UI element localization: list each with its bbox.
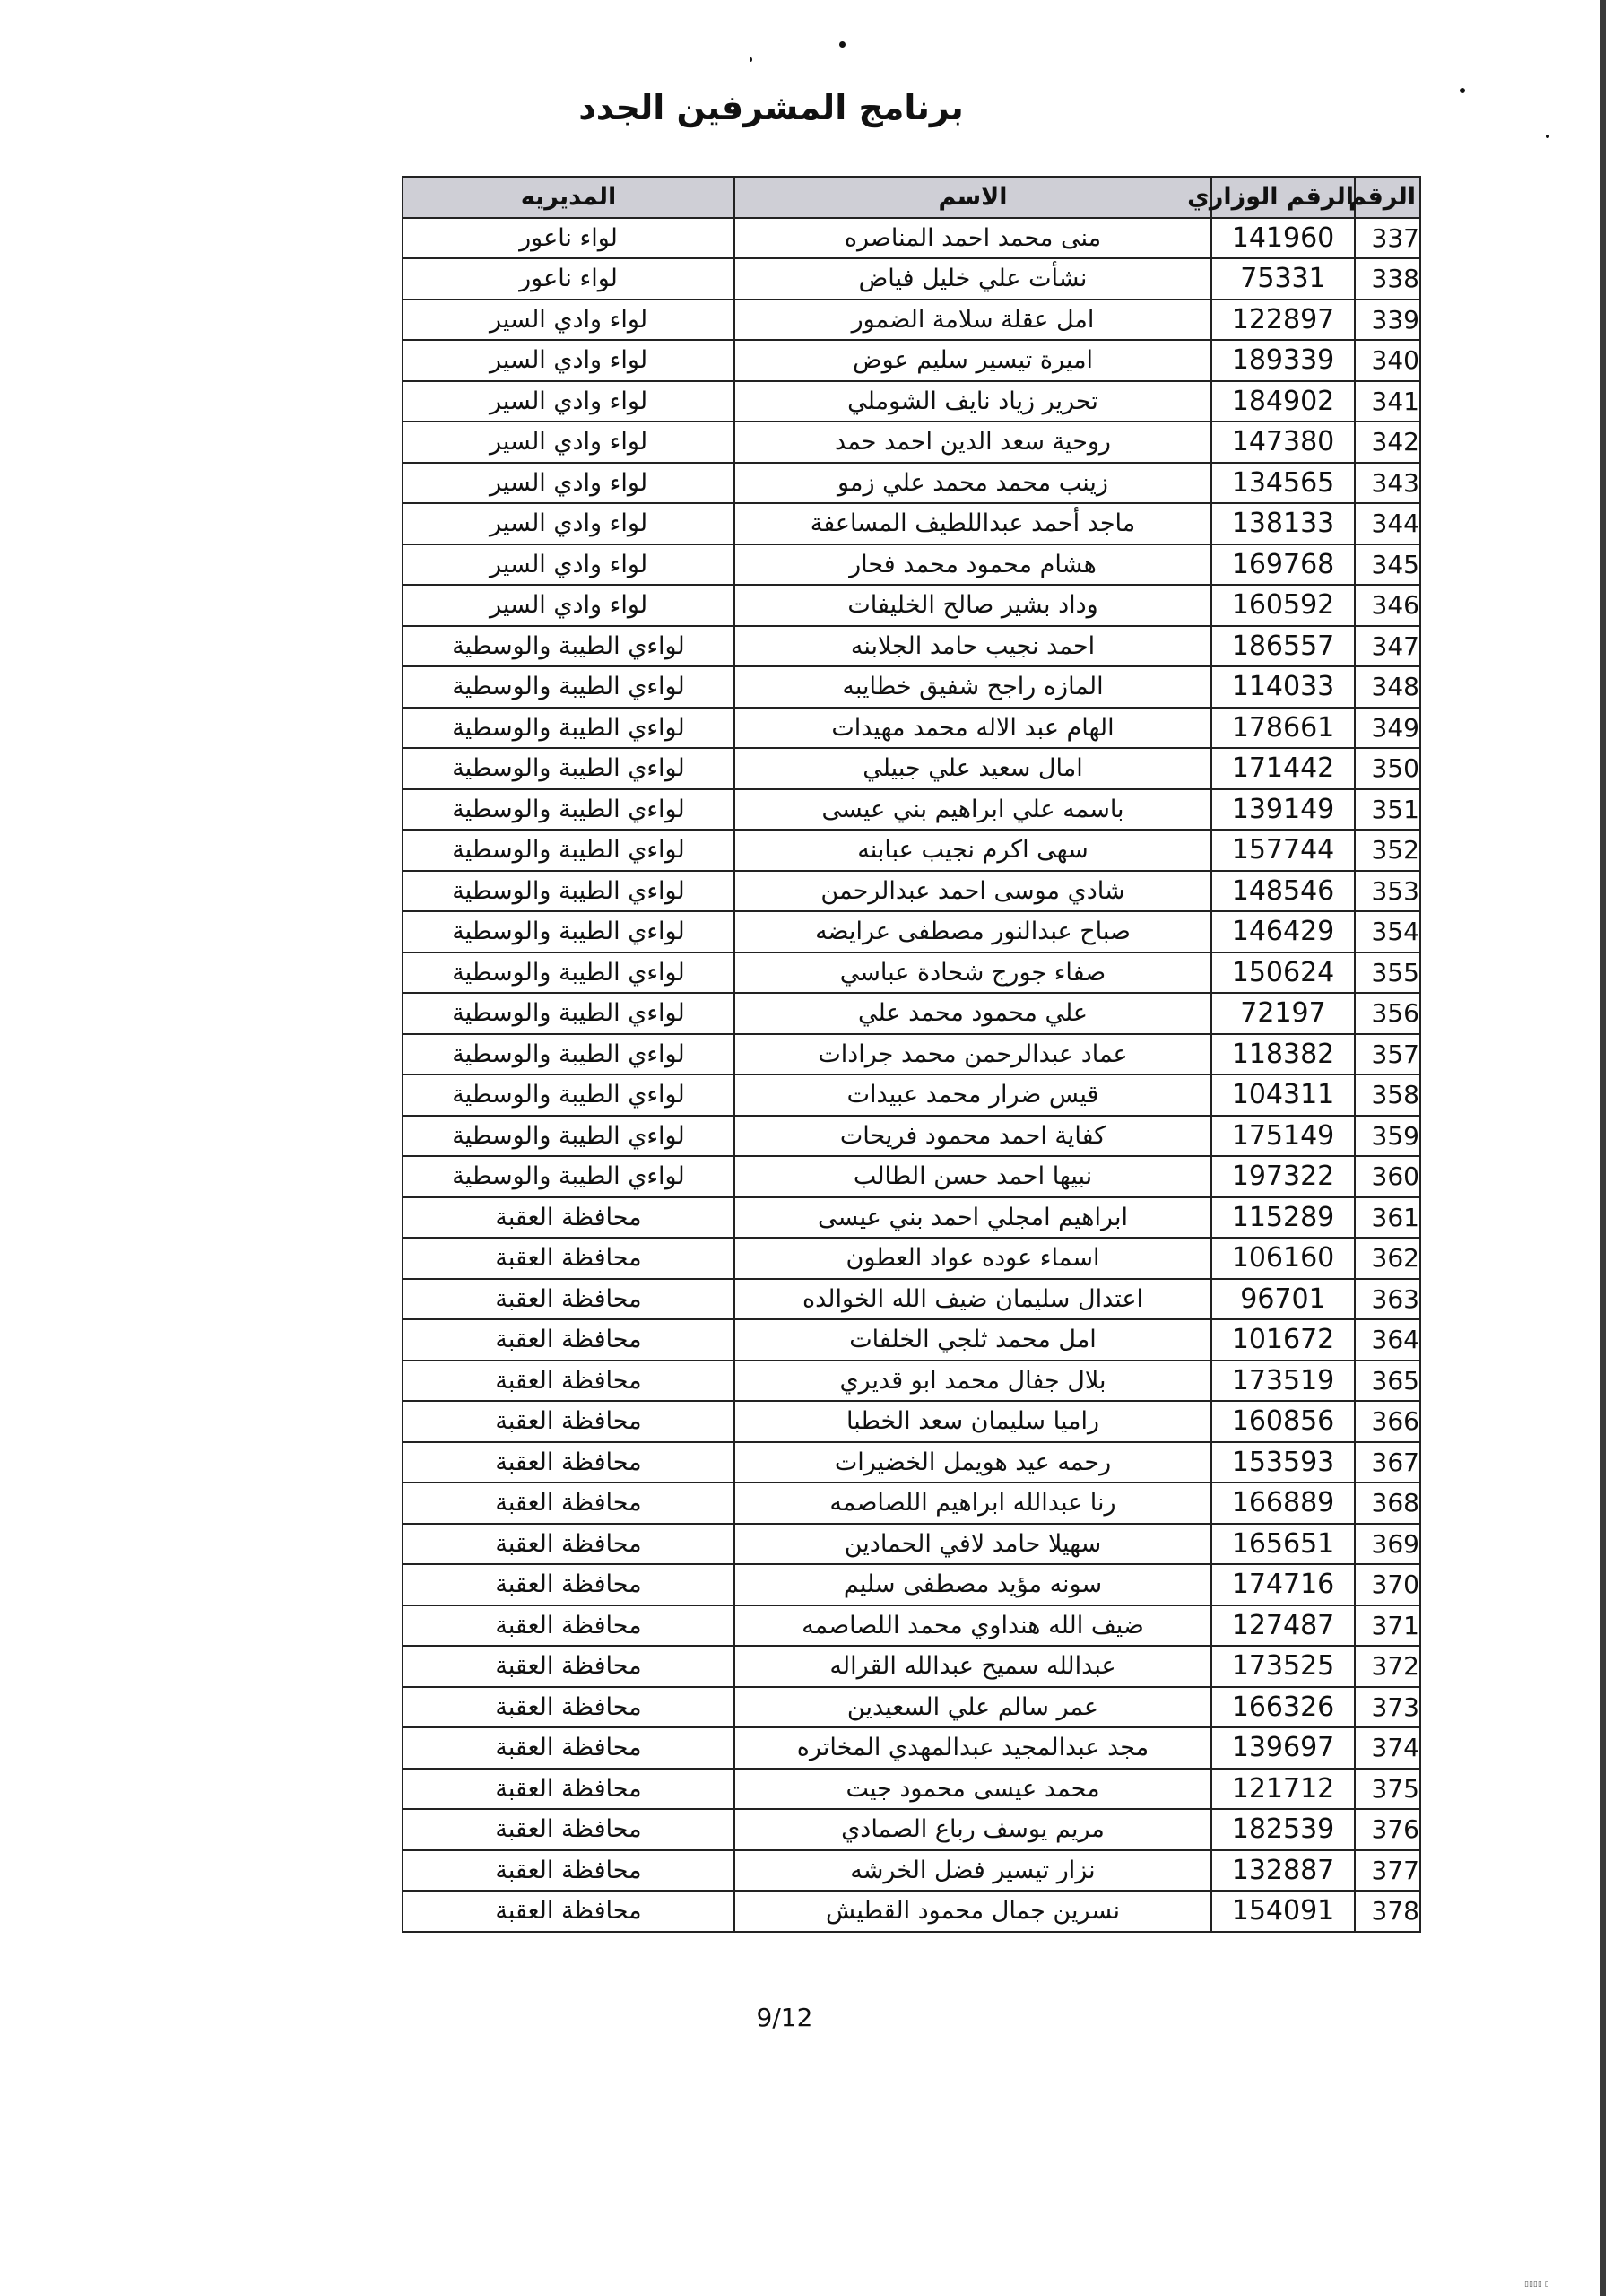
table-row [403, 1116, 1420, 1157]
directorate-cell: لواء وادي السير [403, 503, 734, 544]
ministerial-number-cell: 147380 [1211, 422, 1355, 463]
row-number-cell: 369 [1355, 1524, 1420, 1565]
ministerial-number-cell: 118382 [1211, 1034, 1355, 1075]
ministerial-number-cell: 165651 [1211, 1524, 1355, 1565]
row-number-cell: 351 [1355, 789, 1420, 831]
name-cell: تحرير زياد نايف الشوملي [734, 381, 1211, 422]
directorate-cell: محافظة العقبة [403, 1809, 734, 1850]
ministerial-number-cell: 96701 [1211, 1279, 1355, 1320]
directorate-cell: محافظة العقبة [403, 1687, 734, 1728]
ministerial-number-cell: 122897 [1211, 300, 1355, 341]
directorate-cell: محافظة العقبة [403, 1769, 734, 1810]
name-cell: ماجد أحمد عبداللطيف المساعفة [734, 503, 1211, 544]
name-cell: الهام عبد الاله محمد مهيدات [734, 708, 1211, 749]
directorate-cell: محافظة العقبة [403, 1238, 734, 1279]
row-number-cell: 371 [1355, 1605, 1420, 1647]
directorate-cell: محافظة العقبة [403, 1564, 734, 1605]
supervisors-table [402, 176, 1421, 1933]
directorate-cell: محافظة العقبة [403, 1279, 734, 1320]
row-number-cell: 374 [1355, 1727, 1420, 1769]
directorate-cell: لواءي الطيبة والوسطية [403, 952, 734, 994]
table-row [403, 1074, 1420, 1116]
directorate-cell: لواءي الطيبة والوسطية [403, 1116, 734, 1157]
ministerial-number-cell: 186557 [1211, 626, 1355, 667]
table-row [403, 1442, 1420, 1483]
table-row [403, 1197, 1420, 1239]
directorate-cell: لواءي الطيبة والوسطية [403, 1156, 734, 1197]
table-row [403, 258, 1420, 300]
ministerial-number-cell: 171442 [1211, 748, 1355, 789]
row-number-cell: 349 [1355, 708, 1420, 749]
row-number-cell: 378 [1355, 1891, 1420, 1932]
row-number-cell: 337 [1355, 218, 1420, 259]
name-cell: اعتدال سليمان ضيف الله الخوالده [734, 1279, 1211, 1320]
name-cell: عبدالله سميح عبدالله القراله [734, 1646, 1211, 1687]
name-cell: صباح عبدالنور مصطفى عرايضه [734, 911, 1211, 952]
table-row [403, 381, 1420, 422]
table-row [403, 1524, 1420, 1565]
table-row [403, 1891, 1420, 1932]
directorate-cell: محافظة العقبة [403, 1891, 734, 1932]
row-number-cell: 373 [1355, 1687, 1420, 1728]
table-row [403, 1361, 1420, 1402]
table-row [403, 911, 1420, 952]
table-row [403, 1279, 1420, 1320]
name-cell: سونه مؤيد مصطفى سليم [734, 1564, 1211, 1605]
name-cell: ابراهيم امجلي احمد بني عيسى [734, 1197, 1211, 1239]
row-number-cell: 365 [1355, 1361, 1420, 1402]
ministerial-number-cell: 139697 [1211, 1727, 1355, 1769]
ministerial-number-cell: 174716 [1211, 1564, 1355, 1605]
table-row [403, 1238, 1420, 1279]
name-cell: زينب محمد محمد علي زمو [734, 463, 1211, 504]
directorate-cell: لواءي الطيبة والوسطية [403, 789, 734, 831]
ministerial-number-cell: 173525 [1211, 1646, 1355, 1687]
name-cell: روحية سعد الدين احمد حمد [734, 422, 1211, 463]
name-cell: عماد عبدالرحمن محمد جرادات [734, 1034, 1211, 1075]
row-number-cell: 360 [1355, 1156, 1420, 1197]
name-cell: محمد عيسى محمود جيت [734, 1769, 1211, 1810]
name-cell: احمد نجيب حامد الجلابنه [734, 626, 1211, 667]
name-cell: امل محمد ثلجي الخلفات [734, 1319, 1211, 1361]
directorate-cell: محافظة العقبة [403, 1361, 734, 1402]
row-number-cell: 357 [1355, 1034, 1420, 1075]
row-number-cell: 367 [1355, 1442, 1420, 1483]
row-number-cell: 347 [1355, 626, 1420, 667]
table-row [403, 1483, 1420, 1524]
ministerial-number-cell: 148546 [1211, 871, 1355, 912]
ministerial-number-cell: 154091 [1211, 1891, 1355, 1932]
row-number-cell: 359 [1355, 1116, 1420, 1157]
directorate-cell: محافظة العقبة [403, 1442, 734, 1483]
table-row [403, 1687, 1420, 1728]
ministerial-number-cell: 127487 [1211, 1605, 1355, 1647]
table-row [403, 544, 1420, 586]
ministerial-number-cell: 104311 [1211, 1074, 1355, 1116]
row-number-cell: 354 [1355, 911, 1420, 952]
table-row [403, 1850, 1420, 1892]
header-name: الاسم [734, 177, 1211, 218]
directorate-cell: لواء وادي السير [403, 422, 734, 463]
row-number-cell: 341 [1355, 381, 1420, 422]
name-cell: هشام محمود محمد فحار [734, 544, 1211, 586]
ministerial-number-cell: 121712 [1211, 1769, 1355, 1810]
directorate-cell: لواءي الطيبة والوسطية [403, 1034, 734, 1075]
ministerial-number-cell: 114033 [1211, 666, 1355, 708]
ministerial-number-cell: 141960 [1211, 218, 1355, 259]
directorate-cell: لواء ناعور [403, 218, 734, 259]
table-row [403, 748, 1420, 789]
row-number-cell: 376 [1355, 1809, 1420, 1850]
name-cell: راميا سليمان سعد الخطبا [734, 1401, 1211, 1442]
directorate-cell: لواءي الطيبة والوسطية [403, 708, 734, 749]
table-row [403, 789, 1420, 831]
name-cell: صفاء جورج شحادة عباسي [734, 952, 1211, 994]
table-row [403, 1034, 1420, 1075]
ministerial-number-cell: 139149 [1211, 789, 1355, 831]
row-number-cell: 353 [1355, 871, 1420, 912]
table-row [403, 1727, 1420, 1769]
directorate-cell: لواءي الطيبة والوسطية [403, 748, 734, 789]
ministerial-number-cell: 138133 [1211, 503, 1355, 544]
ministerial-number-cell: 150624 [1211, 952, 1355, 994]
row-number-cell: 344 [1355, 503, 1420, 544]
table-row [403, 830, 1420, 871]
row-number-cell: 348 [1355, 666, 1420, 708]
ministerial-number-cell: 72197 [1211, 993, 1355, 1034]
table-row [403, 708, 1420, 749]
row-number-cell: 345 [1355, 544, 1420, 586]
directorate-cell: محافظة العقبة [403, 1605, 734, 1647]
table-body [403, 218, 1420, 1932]
row-number-cell: 342 [1355, 422, 1420, 463]
name-cell: ضيف الله هنداوي محمد اللصاصمه [734, 1605, 1211, 1647]
table-row [403, 1564, 1420, 1605]
ministerial-number-cell: 166889 [1211, 1483, 1355, 1524]
directorate-cell: لواء وادي السير [403, 585, 734, 626]
scan-speck [839, 41, 846, 48]
page-number: 9/12 [756, 2003, 813, 2032]
name-cell: مجد عبدالمجيد عبدالمهدي المخاتره [734, 1727, 1211, 1769]
row-number-cell: 372 [1355, 1646, 1420, 1687]
name-cell: نشأت علي خليل فياض [734, 258, 1211, 300]
document-title: برنامج المشرفين الجدد [578, 88, 964, 127]
ministerial-number-cell: 178661 [1211, 708, 1355, 749]
ministerial-number-cell: 157744 [1211, 830, 1355, 871]
name-cell: باسمه علي ابراهيم بني عيسى [734, 789, 1211, 831]
directorate-cell: لواءي الطيبة والوسطية [403, 666, 734, 708]
row-number-cell: 368 [1355, 1483, 1420, 1524]
row-number-cell: 355 [1355, 952, 1420, 994]
ministerial-number-cell: 106160 [1211, 1238, 1355, 1279]
name-cell: رحمه عيد هويمل الخضيرات [734, 1442, 1211, 1483]
row-number-cell: 356 [1355, 993, 1420, 1034]
row-number-cell: 362 [1355, 1238, 1420, 1279]
directorate-cell: محافظة العقبة [403, 1727, 734, 1769]
name-cell: اميرة تيسير سليم عوض [734, 340, 1211, 381]
table-row [403, 952, 1420, 994]
name-cell: منى محمد احمد المناصره [734, 218, 1211, 259]
name-cell: قيس ضرار محمد عبيدات [734, 1074, 1211, 1116]
table-row [403, 1605, 1420, 1647]
ministerial-number-cell: 175149 [1211, 1116, 1355, 1157]
table-row [403, 871, 1420, 912]
ministerial-number-cell: 197322 [1211, 1156, 1355, 1197]
table-row [403, 585, 1420, 626]
table-header-row [403, 177, 1420, 218]
name-cell: علي محمود محمد علي [734, 993, 1211, 1034]
row-number-cell: 375 [1355, 1769, 1420, 1810]
directorate-cell: لواء وادي السير [403, 544, 734, 586]
table-row [403, 1809, 1420, 1850]
directorate-cell: محافظة العقبة [403, 1401, 734, 1442]
name-cell: امال سعيد علي جبيلي [734, 748, 1211, 789]
directorate-cell: محافظة العقبة [403, 1197, 734, 1239]
ministerial-number-cell: 160592 [1211, 585, 1355, 626]
table-row [403, 422, 1420, 463]
name-cell: بلال جفال محمد ابو قديري [734, 1361, 1211, 1402]
ministerial-number-cell: 115289 [1211, 1197, 1355, 1239]
scanner-watermark: ▯ ▯▯▯▯ [1524, 2280, 1549, 2289]
ministerial-number-cell: 173519 [1211, 1361, 1355, 1402]
ministerial-number-cell: 182539 [1211, 1809, 1355, 1850]
name-cell: سهى اكرم نجيب عبابنه [734, 830, 1211, 871]
name-cell: نبيها احمد حسن الطالب [734, 1156, 1211, 1197]
table-row [403, 463, 1420, 504]
ministerial-number-cell: 184902 [1211, 381, 1355, 422]
table-row [403, 218, 1420, 259]
ministerial-number-cell: 146429 [1211, 911, 1355, 952]
table-row [403, 1156, 1420, 1197]
row-number-cell: 363 [1355, 1279, 1420, 1320]
directorate-cell: لواءي الطيبة والوسطية [403, 1074, 734, 1116]
ministerial-number-cell: 153593 [1211, 1442, 1355, 1483]
table-row [403, 340, 1420, 381]
row-number-cell: 338 [1355, 258, 1420, 300]
table-row [403, 666, 1420, 708]
directorate-cell: لواء ناعور [403, 258, 734, 300]
name-cell: عمر سالم علي السعيدين [734, 1687, 1211, 1728]
row-number-cell: 361 [1355, 1197, 1420, 1239]
name-cell: رنا عبدالله ابراهيم اللصاصمه [734, 1483, 1211, 1524]
row-number-cell: 370 [1355, 1564, 1420, 1605]
name-cell: سهيلا حامد لافي الحمادين [734, 1524, 1211, 1565]
row-number-cell: 340 [1355, 340, 1420, 381]
table-row [403, 1769, 1420, 1810]
ministerial-number-cell: 160856 [1211, 1401, 1355, 1442]
directorate-cell: لواء وادي السير [403, 300, 734, 341]
directorate-cell: محافظة العقبة [403, 1850, 734, 1892]
row-number-cell: 364 [1355, 1319, 1420, 1361]
scan-speck [1460, 88, 1465, 93]
directorate-cell: لواء وادي السير [403, 381, 734, 422]
ministerial-number-cell: 75331 [1211, 258, 1355, 300]
name-cell: كفاية احمد محمود فريحات [734, 1116, 1211, 1157]
directorate-cell: لواءي الطيبة والوسطية [403, 830, 734, 871]
table-row [403, 1319, 1420, 1361]
table-row [403, 993, 1420, 1034]
scan-speck [750, 57, 752, 62]
directorate-cell: لواءي الطيبة والوسطية [403, 871, 734, 912]
directorate-cell: محافظة العقبة [403, 1524, 734, 1565]
directorate-cell: لواء وادي السير [403, 340, 734, 381]
ministerial-number-cell: 134565 [1211, 463, 1355, 504]
row-number-cell: 377 [1355, 1850, 1420, 1892]
ministerial-number-cell: 189339 [1211, 340, 1355, 381]
ministerial-number-cell: 169768 [1211, 544, 1355, 586]
name-cell: امل عقلة سلامة الضمور [734, 300, 1211, 341]
table-row [403, 626, 1420, 667]
name-cell: مريم يوسف رباع الصمادي [734, 1809, 1211, 1850]
ministerial-number-cell: 166326 [1211, 1687, 1355, 1728]
header-directorate: المديريه [403, 177, 734, 218]
ministerial-number-cell: 132887 [1211, 1850, 1355, 1892]
row-number-cell: 352 [1355, 830, 1420, 871]
name-cell: نسرين جمال محمود القطيش [734, 1891, 1211, 1932]
header-ministerial-number: الرقم الوزاري [1211, 177, 1355, 218]
row-number-cell: 346 [1355, 585, 1420, 626]
name-cell: اسماء عوده عواد العطون [734, 1238, 1211, 1279]
name-cell: المازه راجح شفيق خطايبه [734, 666, 1211, 708]
directorate-cell: لواءي الطيبة والوسطية [403, 626, 734, 667]
scan-edge [1600, 0, 1606, 2296]
directorate-cell: لواءي الطيبة والوسطية [403, 993, 734, 1034]
table-row [403, 300, 1420, 341]
scan-speck [1546, 135, 1549, 138]
table-row [403, 1646, 1420, 1687]
table-row [403, 1401, 1420, 1442]
row-number-cell: 343 [1355, 463, 1420, 504]
row-number-cell: 358 [1355, 1074, 1420, 1116]
name-cell: شادي موسى احمد عبدالرحمن [734, 871, 1211, 912]
directorate-cell: محافظة العقبة [403, 1483, 734, 1524]
directorate-cell: لواءي الطيبة والوسطية [403, 911, 734, 952]
name-cell: وداد بشير صالح الخليفات [734, 585, 1211, 626]
header-number: الرقم [1355, 177, 1420, 218]
ministerial-number-cell: 101672 [1211, 1319, 1355, 1361]
directorate-cell: محافظة العقبة [403, 1319, 734, 1361]
row-number-cell: 350 [1355, 748, 1420, 789]
name-cell: نزار تيسير فضل الخرشه [734, 1850, 1211, 1892]
directorate-cell: محافظة العقبة [403, 1646, 734, 1687]
row-number-cell: 366 [1355, 1401, 1420, 1442]
table-row [403, 503, 1420, 544]
row-number-cell: 339 [1355, 300, 1420, 341]
directorate-cell: لواء وادي السير [403, 463, 734, 504]
